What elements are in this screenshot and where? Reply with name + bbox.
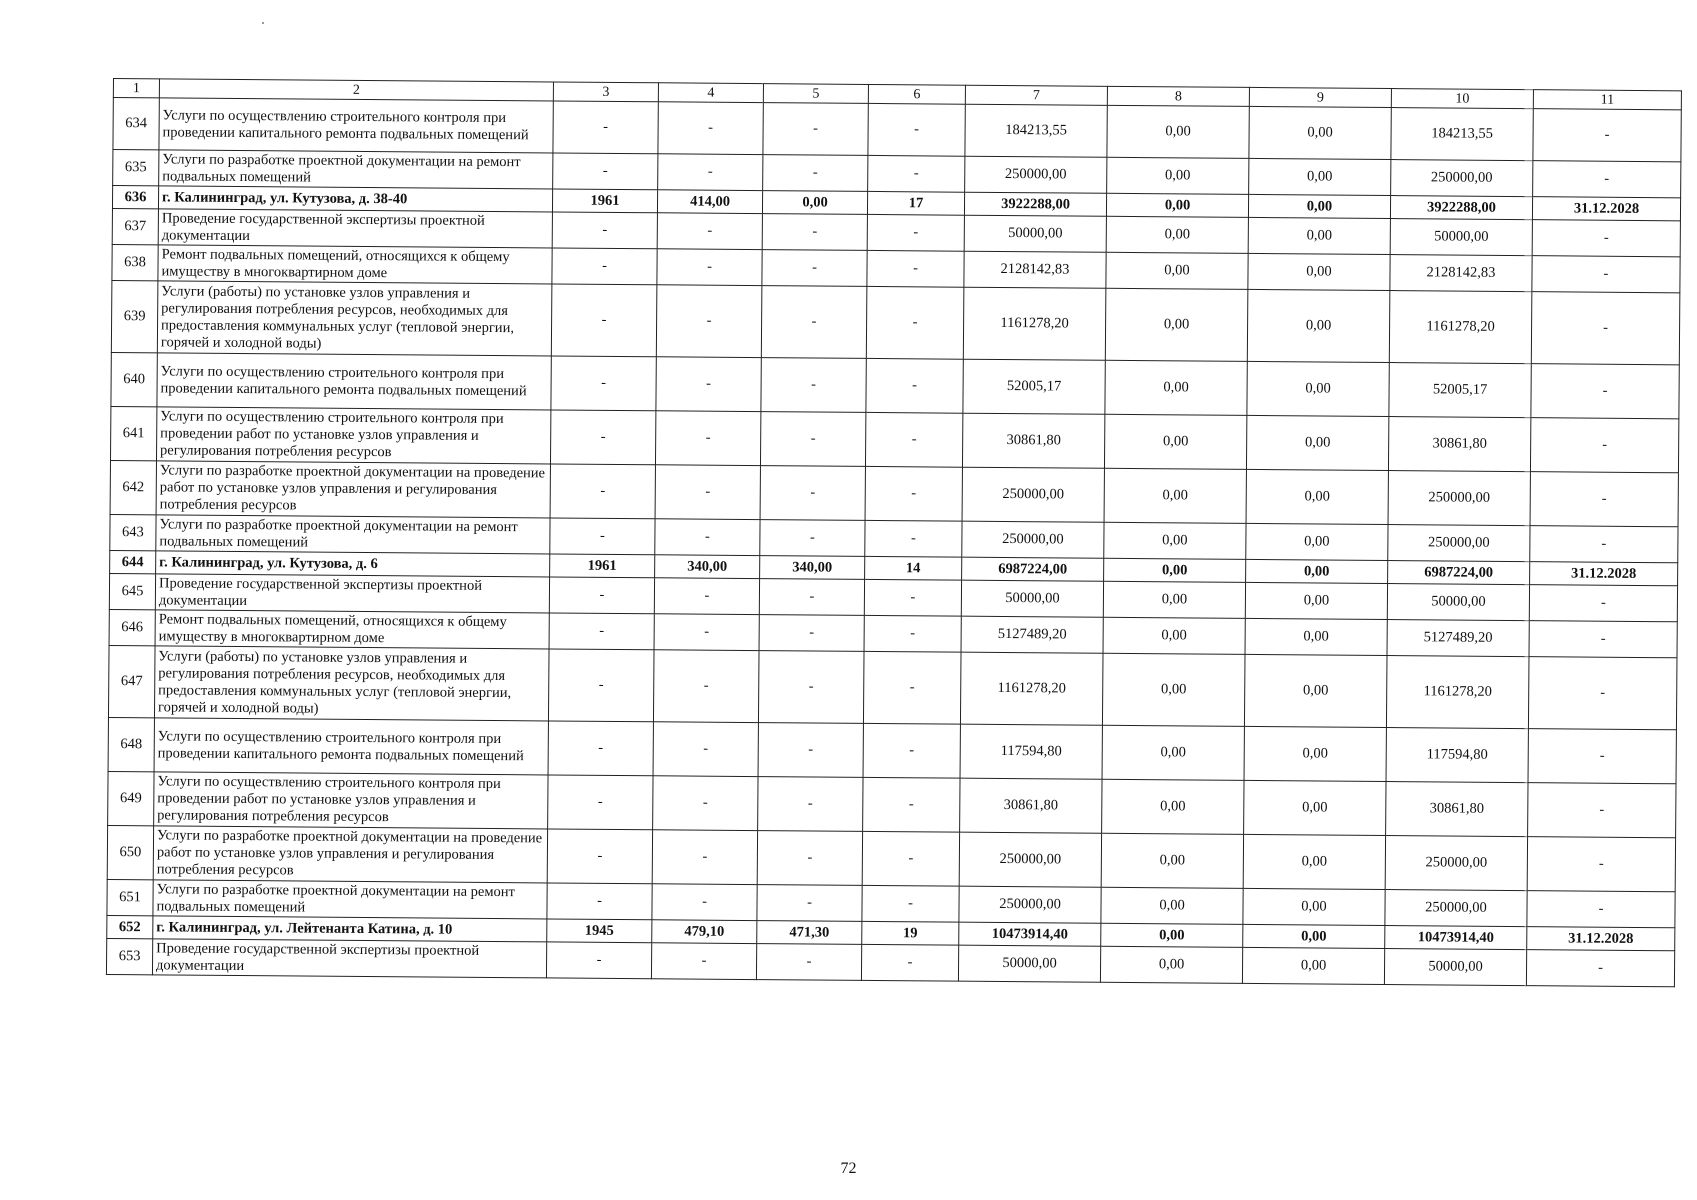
fund-regional-cell: 0,00 (1246, 469, 1388, 524)
total-area-cell: - (652, 884, 757, 921)
fund-federal-cell: 0,00 (1106, 216, 1248, 253)
build-year-cell: - (547, 883, 652, 920)
total-area-cell: - (656, 357, 761, 412)
fund-owners-cell: 10473914,40 (1385, 926, 1527, 950)
residents-count-cell: - (863, 651, 961, 724)
fund-regional-cell: 0,00 (1242, 947, 1384, 984)
fund-regional-cell: 0,00 (1248, 253, 1390, 290)
fund-owners-cell: 250000,00 (1388, 471, 1530, 526)
build-year-cell: - (550, 410, 655, 465)
residential-area-cell: 0,00 (762, 191, 867, 215)
total-cost-cell: 52005,17 (963, 359, 1105, 414)
fund-regional-cell: 0,00 (1248, 194, 1390, 218)
work-description-cell: Услуги по разработке проектной документации на ремонт подвальных помещений (156, 515, 550, 554)
residential-area-cell: - (761, 358, 866, 413)
deadline-cell: - (1533, 109, 1681, 162)
fund-regional-cell: 0,00 (1245, 618, 1387, 655)
build-year-cell: - (553, 101, 658, 154)
deadline-cell: - (1528, 657, 1677, 730)
total-area-cell: - (654, 578, 759, 615)
residents-count-cell: - (863, 777, 960, 832)
fund-regional-cell: 0,00 (1244, 654, 1387, 727)
deadline-cell: - (1530, 472, 1678, 527)
residents-count-cell: 17 (867, 191, 964, 215)
deadline-cell: - (1526, 950, 1674, 987)
fund-owners-cell: 3922288,00 (1390, 196, 1532, 220)
total-cost-cell: 2128142,83 (964, 251, 1106, 288)
residential-area-cell: - (762, 250, 867, 287)
residents-count-cell: - (866, 286, 964, 359)
header-cell: 1 (113, 79, 159, 98)
table-body (106, 79, 1681, 987)
scan-speck (262, 22, 264, 24)
residential-area-cell: 471,30 (757, 921, 862, 945)
residential-area-cell: - (760, 412, 865, 467)
fund-federal-cell: 0,00 (1106, 252, 1248, 289)
total-area-cell: 414,00 (657, 190, 762, 214)
total-cost-cell: 5127489,20 (961, 616, 1103, 653)
row-number-cell: 645 (109, 573, 155, 609)
residential-area-cell: - (759, 615, 864, 652)
fund-federal-cell: 0,00 (1101, 923, 1243, 947)
total-area-cell: - (651, 943, 756, 980)
row-number-cell: 644 (110, 550, 156, 573)
deadline-cell: 31.12.2028 (1527, 927, 1675, 951)
fund-owners-cell: 250000,00 (1391, 160, 1533, 197)
fund-regional-cell: 0,00 (1243, 888, 1385, 925)
fund-owners-cell: 30861,80 (1386, 782, 1528, 837)
residents-count-cell: 14 (865, 556, 962, 580)
build-year-cell: - (547, 829, 652, 884)
total-cost-cell: 250000,00 (959, 832, 1101, 887)
fund-owners-cell: 50000,00 (1390, 219, 1532, 256)
residential-area-cell: - (762, 214, 867, 251)
fund-federal-cell: 0,00 (1104, 522, 1246, 559)
total-area-cell: - (658, 102, 763, 155)
fund-regional-cell: 0,00 (1243, 924, 1385, 948)
total-cost-cell: 184213,55 (965, 104, 1107, 157)
page-number: 72 (840, 1160, 857, 1177)
row-number-cell: 634 (113, 98, 159, 150)
fund-federal-cell: 0,00 (1101, 887, 1243, 924)
residential-area-cell: - (759, 579, 864, 616)
residents-count-cell: 19 (862, 921, 959, 945)
total-area-cell: - (655, 465, 760, 520)
total-cost-cell: 50000,00 (964, 215, 1106, 252)
work-description-cell: Услуги по разработке проектной документации на ремонт подвальных помещений (159, 150, 553, 189)
total-cost-cell: 250000,00 (962, 467, 1104, 522)
total-area-cell: - (652, 830, 757, 885)
fund-regional-cell: 0,00 (1246, 415, 1388, 470)
row-number-cell: 640 (111, 352, 157, 406)
header-cell: 5 (763, 84, 868, 104)
fund-owners-cell: 184213,55 (1391, 108, 1533, 161)
residents-count-cell: - (867, 214, 964, 251)
total-cost-cell: 50000,00 (961, 580, 1103, 617)
build-year-cell: - (551, 284, 657, 357)
fund-owners-cell: 50000,00 (1384, 949, 1526, 986)
work-description-cell: Услуги по разработке проектной документации на ремонт подвальных помещений (153, 880, 547, 919)
fund-federal-cell: 0,00 (1102, 725, 1244, 780)
deadline-cell: - (1528, 783, 1676, 838)
total-cost-cell: 250000,00 (962, 521, 1104, 558)
deadline-cell: - (1530, 418, 1678, 473)
residents-count-cell: - (867, 250, 964, 287)
work-description-cell: Ремонт подвальных помещений, относящихся к общему имуществу в многоквартирном доме (158, 245, 552, 284)
total-area-cell: - (653, 776, 758, 831)
header-cell: 7 (965, 85, 1107, 105)
header-cell: 9 (1249, 87, 1391, 107)
deadline-cell: - (1531, 292, 1680, 365)
residential-area-cell: - (757, 831, 862, 886)
work-description-cell: Услуги по разработке проектной документации на проведение работ по установке узлов управления и регулирования потребления ресурсов (156, 461, 550, 518)
residents-count-cell: - (865, 520, 962, 557)
fund-owners-cell: 250000,00 (1385, 836, 1527, 891)
deadline-cell: - (1528, 729, 1676, 784)
total-area-cell: 479,10 (652, 920, 757, 944)
work-description-cell: г. Калининград, ул. Кутузова, д. 6 (156, 551, 550, 577)
deadline-cell: - (1532, 256, 1680, 293)
row-number-cell: 641 (110, 406, 156, 460)
header-cell: 10 (1391, 89, 1533, 109)
row-number-cell: 636 (112, 186, 158, 209)
row-number-cell: 639 (111, 280, 158, 352)
build-year-cell: - (552, 212, 657, 249)
residential-area-cell: - (763, 155, 868, 192)
build-year-cell: - (548, 775, 653, 830)
total-area-cell: - (656, 285, 762, 358)
total-area-cell: - (655, 411, 760, 466)
total-cost-cell: 10473914,40 (959, 922, 1101, 946)
fund-federal-cell: 0,00 (1104, 468, 1246, 523)
residents-count-cell: - (863, 723, 960, 778)
build-year-cell: 1945 (547, 919, 652, 943)
fund-regional-cell: 0,00 (1249, 106, 1391, 159)
fund-owners-cell: 2128142,83 (1390, 255, 1532, 292)
header-cell: 4 (658, 83, 763, 103)
row-number-cell: 649 (108, 771, 154, 825)
work-description-cell: Услуги по осуществлению строительного контроля при проведении капитального ремонта подвальных помещений (159, 98, 553, 153)
residents-count-cell: - (864, 615, 961, 652)
fund-regional-cell: 0,00 (1245, 582, 1387, 619)
work-description-cell: Проведение государственной экспертизы проектной документации (155, 574, 549, 613)
fund-regional-cell: 0,00 (1246, 523, 1388, 560)
total-cost-cell: 1161278,20 (960, 652, 1103, 725)
residents-count-cell: - (865, 466, 962, 521)
header-cell: 6 (868, 84, 965, 104)
fund-federal-cell: 0,00 (1106, 193, 1248, 217)
total-cost-cell: 30861,80 (960, 778, 1102, 833)
header-cell: 8 (1107, 86, 1249, 106)
work-description-cell: Услуги по осуществлению строительного контроля при проведении работ по установке узлов управления и регулирования потребления ресурсов (156, 407, 550, 464)
table-row (111, 280, 1680, 364)
build-year-cell: - (550, 518, 655, 555)
fund-owners-cell: 1161278,20 (1386, 656, 1529, 729)
residential-area-cell: - (756, 944, 861, 981)
total-cost-cell: 30861,80 (962, 413, 1104, 468)
fund-federal-cell: 0,00 (1107, 105, 1249, 158)
residents-count-cell: - (862, 831, 959, 886)
residential-area-cell: - (757, 885, 862, 922)
residents-count-cell: - (868, 155, 965, 192)
row-number-cell: 653 (106, 938, 152, 974)
fund-owners-cell: 250000,00 (1385, 890, 1527, 927)
total-cost-cell: 250000,00 (965, 156, 1107, 193)
work-description-cell: Ремонт подвальных помещений, относящихся к общему имуществу в многоквартирном доме (155, 610, 549, 649)
residents-count-cell: - (868, 103, 965, 156)
total-area-cell: - (653, 722, 758, 777)
row-number-cell: 647 (108, 645, 155, 717)
residential-area-cell: - (758, 777, 863, 832)
header-cell: 11 (1533, 90, 1681, 110)
header-cell: 2 (159, 79, 553, 101)
deadline-cell: - (1529, 621, 1677, 658)
fund-federal-cell: 0,00 (1103, 581, 1245, 618)
total-cost-cell: 250000,00 (959, 886, 1101, 923)
fund-owners-cell: 1161278,20 (1389, 291, 1532, 364)
build-year-cell: - (550, 464, 655, 519)
row-number-cell: 650 (107, 825, 153, 879)
table-row (108, 645, 1677, 729)
fund-owners-cell: 117594,80 (1386, 728, 1528, 783)
fund-federal-cell: 0,00 (1104, 558, 1246, 582)
total-area-cell: 340,00 (655, 555, 760, 579)
build-year-cell: - (553, 153, 658, 190)
fund-regional-cell: 0,00 (1244, 780, 1386, 835)
fund-regional-cell: 0,00 (1247, 361, 1389, 416)
row-number-cell: 638 (112, 244, 158, 280)
work-description-cell: Услуги (работы) по установке узлов управления и регулирования потребления ресурсов, необходимых для предоставления коммунальных услуг (тепловой энергии, горячей и холодной воды) (157, 281, 552, 356)
fund-federal-cell: 0,00 (1102, 779, 1244, 834)
residents-count-cell: - (862, 885, 959, 922)
total-cost-cell: 1161278,20 (963, 287, 1106, 360)
header-cell: 3 (553, 82, 658, 102)
total-cost-cell: 6987224,00 (962, 557, 1104, 581)
fund-owners-cell: 250000,00 (1388, 525, 1530, 562)
fund-owners-cell: 52005,17 (1389, 363, 1531, 418)
fund-regional-cell: 0,00 (1246, 559, 1388, 583)
fund-federal-cell: 0,00 (1102, 653, 1245, 726)
fund-federal-cell: 0,00 (1105, 360, 1247, 415)
residents-count-cell: - (864, 579, 961, 616)
work-description-cell: Проведение государственной экспертизы проектной документации (152, 939, 546, 978)
total-area-cell: - (657, 213, 762, 250)
build-year-cell: - (549, 613, 654, 650)
fund-regional-cell: 0,00 (1243, 834, 1385, 889)
residential-area-cell: - (758, 723, 863, 778)
total-area-cell: - (655, 519, 760, 556)
build-year-cell: - (548, 649, 654, 722)
build-year-cell: - (551, 356, 656, 411)
build-year-cell: - (552, 248, 657, 285)
residential-area-cell: - (763, 103, 868, 156)
total-cost-cell: 117594,80 (960, 724, 1102, 779)
total-area-cell: - (658, 154, 763, 191)
fund-regional-cell: 0,00 (1248, 217, 1390, 254)
row-number-cell: 635 (113, 150, 159, 186)
build-year-cell: 1961 (550, 554, 655, 578)
build-year-cell: - (549, 577, 654, 614)
residential-area-cell: - (760, 520, 865, 557)
fund-owners-cell: 5127489,20 (1387, 620, 1529, 657)
deadline-cell: - (1529, 585, 1677, 622)
deadline-cell: - (1533, 161, 1681, 198)
build-year-cell: - (548, 721, 653, 776)
residential-area-cell: - (760, 466, 865, 521)
work-description-cell: Услуги по разработке проектной документации на проведение работ по установке узлов управления и регулирования потребления ресурсов (153, 826, 547, 883)
fund-regional-cell: 0,00 (1247, 289, 1390, 362)
capital-repair-table (106, 78, 1682, 987)
total-cost-cell: 3922288,00 (964, 192, 1106, 216)
row-number-cell: 648 (108, 717, 154, 771)
work-description-cell: г. Калининград, ул. Лейтенанта Катина, д. 10 (153, 916, 547, 942)
deadline-cell: - (1527, 837, 1675, 892)
deadline-cell: 31.12.2028 (1532, 197, 1680, 221)
row-number-cell: 652 (107, 915, 153, 938)
total-area-cell: - (657, 249, 762, 286)
fund-owners-cell: 30861,80 (1388, 417, 1530, 472)
fund-federal-cell: 0,00 (1101, 833, 1243, 888)
residential-area-cell: - (761, 286, 867, 359)
work-description-cell: Проведение государственной экспертизы проектной документации (158, 209, 552, 248)
work-description-cell: Услуги по осуществлению строительного контроля при проведении капитального ремонта подвальных помещений (157, 353, 551, 410)
residents-count-cell: - (861, 944, 958, 981)
build-year-cell: - (546, 942, 651, 979)
work-description-cell: Услуги (работы) по установке узлов управления и регулирования потребления ресурсов, необходимых для предоставления коммунальных услуг (тепловой энергии, горячей и холодной воды) (154, 646, 549, 721)
deadline-cell: - (1527, 891, 1675, 928)
residents-count-cell: - (865, 412, 962, 467)
fund-federal-cell: 0,00 (1104, 414, 1246, 469)
residential-area-cell: - (758, 651, 864, 724)
work-description-cell: Услуги по осуществлению строительного контроля при проведении капитального ремонта подвальных помещений (154, 718, 548, 775)
deadline-cell: 31.12.2028 (1530, 562, 1678, 586)
row-number-cell: 646 (109, 609, 155, 645)
row-number-cell: 637 (112, 208, 158, 244)
deadline-cell: - (1532, 220, 1680, 257)
fund-federal-cell: 0,00 (1103, 617, 1245, 654)
residential-area-cell: 340,00 (760, 556, 865, 580)
row-number-cell: 651 (107, 879, 153, 915)
deadline-cell: - (1531, 364, 1679, 419)
fund-regional-cell: 0,00 (1244, 726, 1386, 781)
row-number-cell: 643 (110, 514, 156, 550)
fund-regional-cell: 0,00 (1249, 158, 1391, 195)
build-year-cell: 1961 (552, 189, 657, 213)
work-description-cell: г. Калининград, ул. Кутузова, д. 38-40 (158, 186, 552, 212)
fund-federal-cell: 0,00 (1107, 157, 1249, 194)
total-area-cell: - (653, 650, 759, 723)
fund-federal-cell: 0,00 (1100, 946, 1242, 983)
fund-owners-cell: 50000,00 (1387, 584, 1529, 621)
deadline-cell: - (1530, 526, 1678, 563)
total-cost-cell: 50000,00 (958, 945, 1100, 982)
fund-owners-cell: 6987224,00 (1388, 561, 1530, 585)
total-area-cell: - (654, 614, 759, 651)
fund-federal-cell: 0,00 (1105, 288, 1248, 361)
row-number-cell: 642 (110, 460, 156, 514)
document-sheet (106, 78, 1681, 987)
work-description-cell: Услуги по осуществлению строительного контроля при проведении работ по установке узлов управления и регулирования потребления ресурсов (154, 772, 548, 829)
residents-count-cell: - (866, 358, 963, 413)
